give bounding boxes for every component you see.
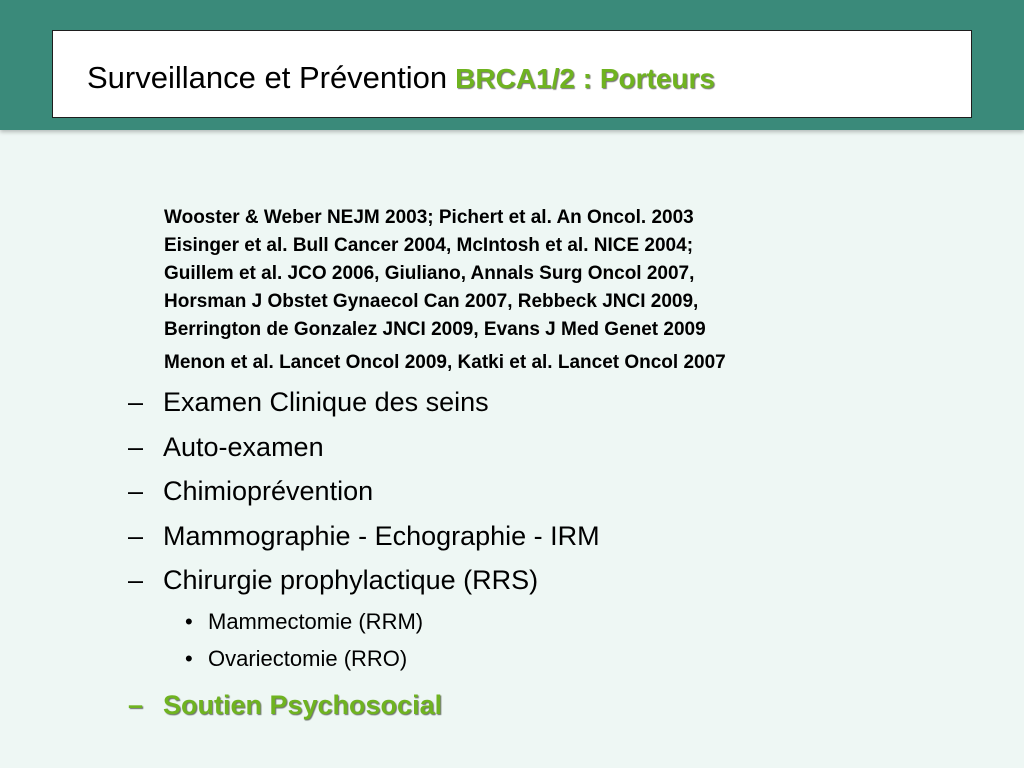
list-item-text: Soutien Psychosocial [163,689,443,720]
list-item-examen-clinique [128,380,988,425]
sub-item-text: Ovariectomie (RRO) [208,645,408,671]
title-main-text: Surveillance et Prévention [87,60,448,95]
sub-item-ovariectomie [128,640,988,677]
sub-item-text: Mammectomie (RRM) [208,608,424,634]
bullet-marker: • [185,645,193,671]
list-item-imagerie [128,514,988,559]
dash-marker: – [128,520,144,551]
reference-line: Guillem et al. JCO 2006, Giuliano, Annals Surg Oncol 2007, [164,263,695,284]
reference-line: Menon et al. Lancet Oncol 2009, Katki et al. Lancet Oncol 2007 [164,352,726,373]
list-item-text: Chirurgie prophylactique (RRS) [163,565,539,595]
list-item-text: Examen Clinique des seins [163,387,489,417]
title-box [52,30,972,118]
reference-line: Wooster & Weber NEJM 2003; Pichert et al. An Oncol. 2003 [164,207,694,228]
dash-marker: – [128,689,144,720]
bullet-list [128,380,988,727]
slide-title [87,61,715,93]
list-item-chirurgie [128,558,988,603]
list-item-text: Chimioprévention [163,476,374,506]
list-item-auto-examen [128,425,988,470]
dash-marker: – [128,565,144,595]
list-item-chimioprevention [128,469,988,514]
list-item-soutien-psychosocial [128,683,988,728]
reference-line: Horsman J Obstet Gynaecol Can 2007, Rebbeck JNCI 2009, [164,291,699,312]
list-item-text: Mammographie - Echographie - IRM [163,520,600,551]
sub-item-mammectomie [128,603,988,640]
dash-marker: – [128,431,144,462]
dash-marker: – [128,476,144,506]
reference-line: Eisinger et al. Bull Cancer 2004, McIntosh et al. NICE 2004; [164,235,694,256]
references-block [164,204,964,377]
bullet-marker: • [185,608,193,634]
list-item-text: Auto-examen [163,431,324,462]
title-accent-text: BRCA1/2 : Porteurs [455,63,715,94]
reference-line: Berrington de Gonzalez JNCI 2009, Evans J Med Genet 2009 [164,319,706,340]
dash-marker: – [128,387,144,417]
